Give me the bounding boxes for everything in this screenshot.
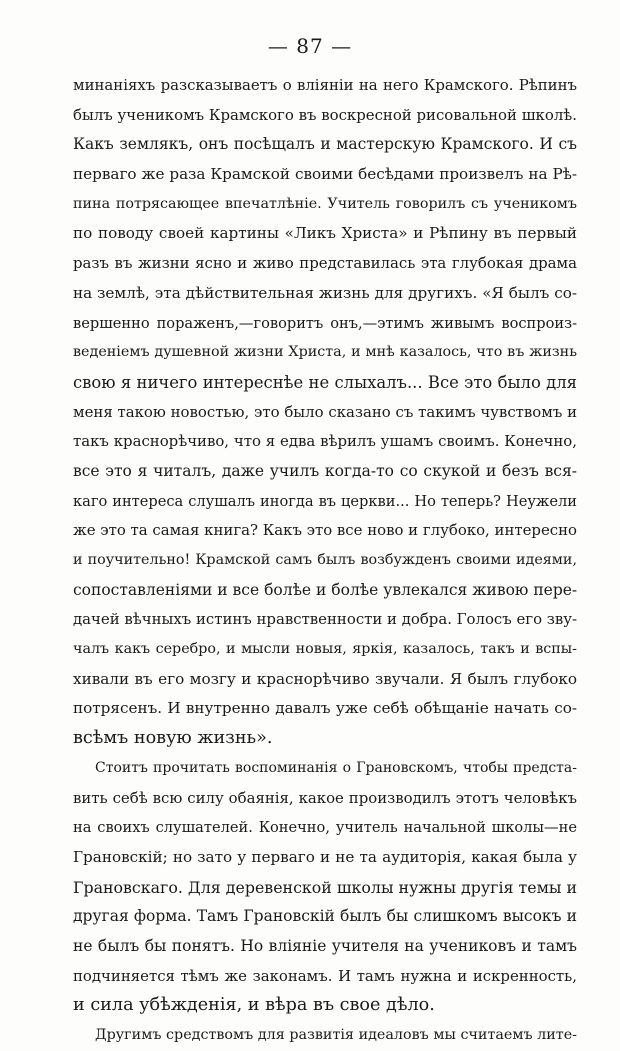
text-line: и сила убѣжденія, и вѣра въ свое дѣло. [73, 995, 435, 1016]
text-line: потрясенъ. И внутренно давалъ уже себѣ обѣщаніе начать со- [73, 699, 577, 718]
text-line: веденіемъ душевной жизни Христа, и мнѣ казалось, что въ жизнь [73, 344, 577, 361]
text-line: меня такою новостью, это было сказано съ такимъ чувствомъ и [73, 402, 577, 421]
text-line: такъ краснорѣчиво, что я едва вѣрилъ ушамъ своимъ. Конечно, [73, 432, 577, 451]
text-line: вершенно пораженъ,—говоритъ онъ,—этимъ живымъ воспроиз- [73, 314, 577, 332]
text-line: всѣмъ новую жизнь». [73, 728, 273, 749]
page-number: — 87 — [267, 34, 353, 58]
text-line: все это я читалъ, даже училъ когда-то со скукой и безъ вся- [73, 461, 577, 480]
text-line: былъ ученикомъ Крамского въ воскресной рисовальной школѣ. [73, 105, 577, 124]
text-line: перваго же раза Крамской своими бесѣдами произвелъ на Рѣ- [73, 165, 577, 184]
text-line: вить себѣ всю силу обаянія, какое производилъ этотъ человѣкъ [73, 788, 577, 807]
text-line: свою я ничего интереснѣе не слыхалъ... Все это было для [73, 372, 577, 392]
text-line: подчиняется тѣмъ же законамъ. И тамъ нужна и искренность, [73, 966, 577, 985]
text-line: на землѣ, эта дѣйствительная жизнь для другихъ. «Я былъ со- [73, 283, 577, 302]
text-line: Грановскій; но зато у перваго и не та аудиторія, какая была у [73, 847, 577, 866]
text-line: Какъ землякъ, онъ посѣщалъ и мастерскую Крамского. И съ [73, 135, 577, 154]
text-line: по поводу своей картины «Ликъ Христа» и Рѣпину въ первый [73, 224, 577, 243]
text-line: и поучительно! Крамской самъ былъ возбужденъ своими идеями, [73, 552, 577, 568]
text-line: на своихъ слушателей. Конечно, учитель начальной школы—не [73, 819, 577, 837]
text-line: пина потрясающее впечатлѣніе. Учитель говорилъ съ ученикомъ [73, 195, 577, 212]
text-line: чалъ какъ серебро, и мысли новыя, яркія, казалось, такъ и вспы- [73, 641, 577, 658]
text-line: другая форма. Тамъ Грановскій былъ бы слишкомъ высокъ и [73, 907, 577, 926]
text-line: не былъ бы понятъ. Но вліяніе учителя на учениковъ и тамъ [73, 936, 577, 955]
text-line: разъ въ жизни ясно и живо представилась эта глубокая драма [73, 254, 577, 273]
text-line: минаніяхъ разсказываетъ о вліяніи на него Крамского. Рѣпинъ [73, 76, 577, 94]
text-line: сопоставленіями и все болѣе и болѣе увлекался живою пере- [73, 580, 578, 599]
text-line: Стоитъ прочитать воспоминанія о Грановскомъ, чтобы предста- [95, 759, 577, 776]
text-line: дачей вѣчныхъ истинъ нравственности и добра. Голосъ его зву- [73, 610, 578, 629]
text-line: же это та самая книга? Какъ это все ново и глубоко, интересно [73, 521, 577, 540]
text-line: Другимъ средствомъ для развитія идеаловъ мы считаемъ лите- [95, 1027, 577, 1043]
text-line: каго интереса слушалъ иногда въ церкви... Но теперь? Неужели [73, 492, 577, 510]
text-line: хивали въ его мозгу и краснорѣчиво звучали. Я былъ глубоко [73, 669, 577, 688]
text-line: Грановскаго. Для деревенской школы нужны другія темы и [73, 877, 577, 897]
body-text [73, 71, 577, 1051]
